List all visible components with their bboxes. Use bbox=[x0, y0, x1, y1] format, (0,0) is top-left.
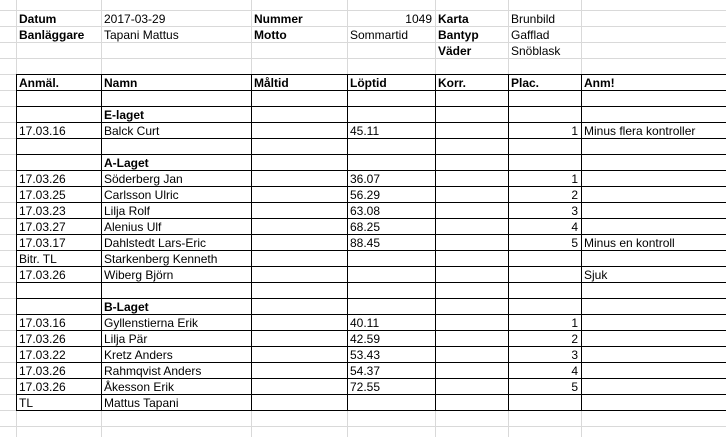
header-anm[interactable]: Anm! bbox=[584, 76, 615, 90]
table-cell-anmal[interactable]: 17.03.26 bbox=[19, 172, 66, 186]
table-cell-namn[interactable]: Dahlstedt Lars-Eric bbox=[104, 236, 207, 250]
table-cell-namn[interactable]: Söderberg Jan bbox=[104, 172, 183, 186]
vader-value[interactable]: Snöblask bbox=[511, 44, 561, 58]
header-anmal[interactable]: Anmäl. bbox=[19, 76, 60, 90]
table-cell-plac[interactable]: 4 bbox=[571, 364, 578, 378]
group-label-a[interactable]: A-Laget bbox=[104, 156, 149, 170]
table-cell-namn[interactable]: Balck Curt bbox=[104, 124, 160, 138]
table-cell-anmal[interactable]: Bitr. TL bbox=[19, 252, 57, 266]
gridline-horizontal bbox=[0, 58, 726, 59]
datum-value[interactable]: 2017-03-29 bbox=[104, 12, 166, 26]
table-cell-namn[interactable]: Wiberg Björn bbox=[104, 268, 174, 282]
table-cell-namn[interactable]: Åkesson Erik bbox=[104, 380, 175, 394]
table-cell-anm[interactable]: Sjuk bbox=[584, 268, 608, 282]
table-cell-plac[interactable]: 1 bbox=[571, 316, 578, 330]
table-cell-loptid[interactable]: 53.43 bbox=[350, 348, 381, 362]
table-cell-namn[interactable]: Alenius Ulf bbox=[104, 220, 162, 234]
karta-label[interactable]: Karta bbox=[438, 12, 469, 26]
table-cell-namn[interactable]: Lilja Rolf bbox=[104, 204, 151, 218]
table-cell-loptid[interactable]: 88.45 bbox=[350, 236, 381, 250]
gridline-horizontal bbox=[0, 426, 726, 427]
table-cell-namn[interactable]: Starkenberg Kenneth bbox=[104, 252, 218, 266]
table-cell-namn[interactable]: Lilja Pär bbox=[104, 332, 148, 346]
bantyp-value[interactable]: Gafflad bbox=[511, 28, 550, 42]
table-cell-namn[interactable]: Gyllenstierna Erik bbox=[104, 316, 199, 330]
karta-value[interactable]: Brunbild bbox=[511, 12, 556, 26]
group-label-e[interactable]: E-laget bbox=[104, 108, 145, 122]
table-cell-loptid[interactable]: 42.59 bbox=[350, 332, 381, 346]
table-cell-plac[interactable]: 1 bbox=[571, 172, 578, 186]
table-cell-anmal[interactable]: 17.03.25 bbox=[19, 188, 66, 202]
table-cell-plac[interactable]: 3 bbox=[571, 204, 578, 218]
table-cell-anmal[interactable]: 17.03.26 bbox=[19, 364, 66, 378]
nummer-label[interactable]: Nummer bbox=[254, 12, 303, 26]
group-label-b[interactable]: B-Laget bbox=[104, 300, 149, 314]
table-cell-anm[interactable]: Minus flera kontroller bbox=[584, 124, 696, 138]
nummer-value[interactable]: 1049 bbox=[405, 12, 432, 26]
datum-label[interactable]: Datum bbox=[19, 12, 57, 26]
table-border-vertical bbox=[251, 74, 252, 411]
table-cell-loptid[interactable]: 68.25 bbox=[350, 220, 381, 234]
table-cell-anmal[interactable]: TL bbox=[19, 396, 34, 410]
banlaggare-label[interactable]: Banläggare bbox=[19, 28, 85, 42]
table-cell-anmal[interactable]: 17.03.26 bbox=[19, 268, 66, 282]
table-cell-namn[interactable]: Rahmqvist Anders bbox=[104, 364, 202, 378]
table-cell-namn[interactable]: Mattus Tapani bbox=[104, 396, 179, 410]
table-cell-anmal[interactable]: 17.03.22 bbox=[19, 348, 66, 362]
header-namn[interactable]: Namn bbox=[104, 76, 138, 90]
table-border-vertical bbox=[435, 74, 436, 411]
table-cell-plac[interactable]: 5 bbox=[571, 236, 578, 250]
table-cell-plac[interactable]: 5 bbox=[571, 380, 578, 394]
table-cell-namn[interactable]: Carlsson Ulric bbox=[104, 188, 179, 202]
table-cell-loptid[interactable]: 36.07 bbox=[350, 172, 381, 186]
table-cell-anm[interactable]: Minus en kontroll bbox=[584, 236, 675, 250]
motto-value[interactable]: Sommartid bbox=[350, 28, 409, 42]
table-cell-namn[interactable]: Kretz Anders bbox=[104, 348, 173, 362]
header-maltid[interactable]: Måltid bbox=[254, 76, 289, 90]
vader-label[interactable]: Väder bbox=[438, 44, 472, 58]
bantyp-label[interactable]: Bantyp bbox=[438, 28, 479, 42]
table-cell-anmal[interactable]: 17.03.16 bbox=[19, 316, 66, 330]
table-cell-plac[interactable]: 4 bbox=[571, 220, 578, 234]
table-cell-anmal[interactable]: 17.03.26 bbox=[19, 380, 66, 394]
header-plac[interactable]: Plac. bbox=[511, 76, 540, 90]
header-korr[interactable]: Korr. bbox=[438, 76, 467, 90]
table-cell-loptid[interactable]: 56.29 bbox=[350, 188, 381, 202]
table-cell-loptid[interactable]: 72.55 bbox=[350, 380, 381, 394]
table-cell-loptid[interactable]: 40.11 bbox=[350, 316, 380, 330]
header-loptid[interactable]: Löptid bbox=[350, 76, 387, 90]
table-cell-anmal[interactable]: 17.03.17 bbox=[19, 236, 66, 250]
table-cell-plac[interactable]: 3 bbox=[571, 348, 578, 362]
table-cell-loptid[interactable]: 63.08 bbox=[350, 204, 381, 218]
table-cell-plac[interactable]: 2 bbox=[571, 332, 578, 346]
table-cell-loptid[interactable]: 45.11 bbox=[350, 124, 380, 138]
table-cell-anmal[interactable]: 17.03.16 bbox=[19, 124, 66, 138]
banlaggare-value[interactable]: Tapani Mattus bbox=[104, 28, 179, 42]
table-cell-anmal[interactable]: 17.03.23 bbox=[19, 204, 66, 218]
table-cell-loptid[interactable]: 54.37 bbox=[350, 364, 381, 378]
table-cell-anmal[interactable]: 17.03.27 bbox=[19, 220, 66, 234]
motto-label[interactable]: Motto bbox=[254, 28, 287, 42]
table-cell-plac[interactable]: 2 bbox=[571, 188, 578, 202]
table-cell-anmal[interactable]: 17.03.26 bbox=[19, 332, 66, 346]
table-cell-plac[interactable]: 1 bbox=[571, 124, 578, 138]
